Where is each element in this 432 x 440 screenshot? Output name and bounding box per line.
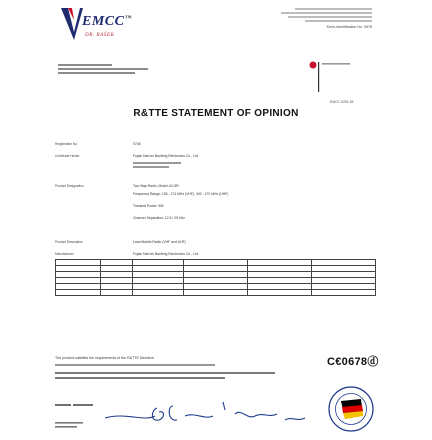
- field-label-description: Product Description: [55, 240, 83, 244]
- field-label-designation: Product Designation: [55, 184, 84, 188]
- test-report-table: [55, 259, 376, 296]
- field-value-description: Land Mobile Radio (VHF and UHF): [133, 240, 186, 244]
- designation-power: Transmit Power: 5W: [133, 204, 164, 208]
- brand-subtitle: DR. RAŠEK: [85, 33, 115, 38]
- field-label-registration: Registration No.: [55, 142, 78, 146]
- holder-address-line: [133, 166, 169, 168]
- statement-line: [55, 377, 225, 379]
- brand-name: EMCC™: [82, 14, 132, 29]
- field-value-registration: 0708: [133, 142, 141, 146]
- page-title: R&TTE STATEMENT OF OPINION: [133, 108, 299, 119]
- notified-body-logo: [304, 56, 374, 94]
- field-label-holder: Certificate Holder: [55, 154, 80, 158]
- registration-note: [58, 64, 148, 76]
- field-value-manufacturer: Fujian Nan'an Baofeng Electronics Co., Ltd.: [133, 252, 199, 256]
- statement-line: [55, 372, 275, 374]
- table-row: [56, 290, 376, 296]
- signature-area: [55, 392, 345, 432]
- ce-mark: C€0678ⓓ: [327, 356, 379, 368]
- designation-channel: Channel Separation: 12.5 / 25 kHz: [133, 216, 185, 220]
- holder-address-line: [133, 162, 181, 164]
- document-reference: EMCC-0251-56: [330, 100, 354, 104]
- field-value-designation: Two Way Radio, Model UV-5R: [133, 184, 179, 188]
- designation-frequency: Frequency Range: 136 - 174 MHz (VHF), 400 - 470 MHz (UHF): [133, 192, 229, 196]
- emcc-logo: [60, 6, 134, 44]
- emcc-logo-mark: [60, 6, 84, 42]
- official-seal: [327, 385, 375, 433]
- handwritten-signature: [105, 402, 305, 420]
- field-value-holder: Fujian Nan'an Baofeng Electronics Co., Ltd.: [133, 154, 199, 158]
- conformity-statement: The product satisfies the requirements of the R&TTE Directive: [55, 356, 154, 360]
- identification-number: Kenn-Identifikation No. 0678: [326, 25, 372, 29]
- field-label-manufacturer: Manufacturer: [55, 252, 74, 256]
- statement-line: [55, 364, 215, 366]
- letterhead-address: [276, 6, 372, 29]
